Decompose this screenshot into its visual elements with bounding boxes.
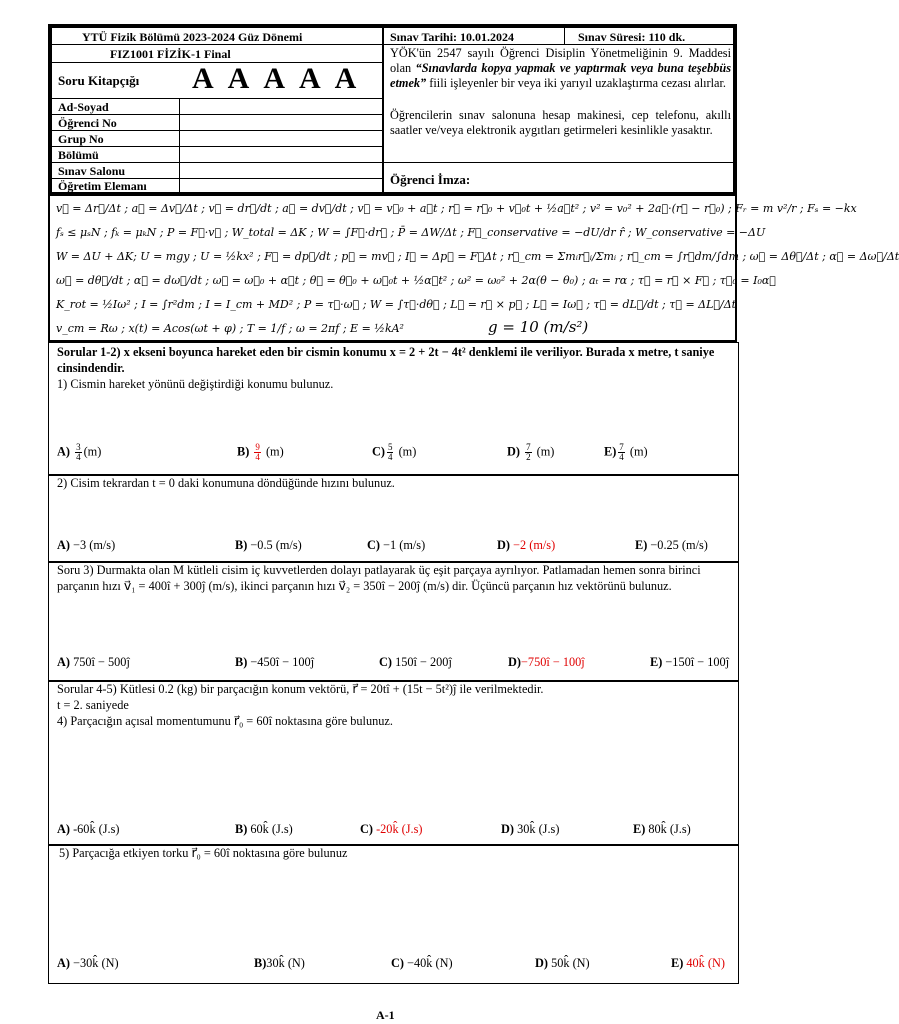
formula-line-4: ω⃗ = dθ⃗/dt ; α⃗ = dω⃗/dt ; ω⃗ = ω⃗₀ + α⃗t ; θ⃗ = θ⃗₀ + ω⃗₀t + ½α⃗t² ; ω² = ω₀² + 2α(θ − θ₀) ; aₜ = rα ; τ⃗ = r⃗ × F⃗ ; τ⃗₀ = I₀α⃗: [56, 274, 776, 287]
q5-option-a[interactable]: A) −30k̂ (N): [57, 956, 119, 970]
q1-option-e[interactable]: E) $\frac{7}{4}$ (m): [604, 442, 648, 462]
q4-option-b[interactable]: B) 60k̂ (J.s): [235, 822, 293, 836]
booklet-label: Soru Kitapçığı: [58, 73, 140, 88]
formula-line-3: W = ΔU + ΔK; U = mgy ; U = ½kx² ; F⃗ = dp⃗/dt ; p⃗ = mv⃗ ; I⃗ = Δp⃗ = F⃗Δt ; r⃗_cm = Σmᵢr⃗ᵢ/Σmᵢ ; r⃗_cm = ∫r⃗dm/∫dm ; ω⃗ = Δθ⃗/Δt ; α⃗ = Δω⃗/Δt: [56, 250, 899, 263]
field-room-label: Sınav Salonu: [58, 164, 126, 178]
q1-option-c[interactable]: C) $\frac{5}{4}$ (m): [372, 442, 417, 462]
exam-duration: Sınav Süresi: 110 dk.: [578, 30, 686, 44]
field-department-label: Bölümü: [58, 148, 99, 162]
q2-option-e[interactable]: E) −0.25 (m/s): [635, 538, 708, 552]
question-4-stem: Sorular 4-5) Kütlesi 0.2 (kg) bir parçacığın konum vektörü, r⃗ = 20tî + (15t − 5t²)ĵ ile verilmektedir.: [57, 682, 544, 696]
discipline-rule: YÖK'ün 2547 sayılı Öğrenci Disiplin Yönetmeliğinin 9. Maddesi olan “Sınavlarda kopya yapmak ve yaptırmak veya buna teşebbüs etmek” fiili işleyenler bir veya iki yarıyıl uzaklaştırma cezası alırlar.: [390, 46, 731, 91]
formula-line-2: fₛ ≤ μₛN ; fₖ = μₖN ; P = F⃗·v⃗ ; W_total = ΔK ; W = ∫F⃗·dr⃗ ; P̄ = ΔW/Δt ; F⃗_conservative = −dU/dr r̂ ; W_conservative = −ΔU: [56, 226, 766, 239]
q1-option-a[interactable]: A) $\frac{3}{4}$ (m): [57, 442, 102, 462]
q5-option-d[interactable]: D) 50k̂ (N): [535, 956, 590, 970]
formula-sheet: [48, 196, 899, 342]
q5-option-c[interactable]: C) −40k̂ (N): [391, 956, 453, 970]
q2-option-b[interactable]: B) −0.5 (m/s): [235, 538, 302, 552]
q4-option-c[interactable]: C) -20k̂ (J.s): [360, 822, 423, 836]
q3-option-d[interactable]: D)−750î − 100ĵ: [508, 655, 585, 669]
field-student-no-label: Öğrenci No: [58, 116, 117, 130]
page-number: A-1: [376, 1008, 395, 1022]
question-2-prompt: 2) Cisim tekrardan t = 0 daki konumuna döndüğünde hızını bulunuz.: [57, 476, 395, 490]
q4-option-a[interactable]: A) -60k̂ (J.s): [57, 822, 120, 836]
question-2: [48, 475, 739, 562]
q3-option-e[interactable]: E) −150î − 100ĵ: [650, 655, 730, 669]
question-3-prompt: Soru 3) Durmakta olan M kütleli cisim iç kuvvetlerden dolayı patlayarak üç eşit parçaya ayrılıyor. Patlamadan hemen sonra birinci parçanın hızı v⃗₁ = 400î + 300ĵ (m/s), ikinci parçanın hızı v⃗₂ = 350î − 200ĵ (m/s) dir. Üçüncü parçanın hız vektörünü bulunuz.: [57, 563, 701, 593]
question-1-prompt: 1) Cismin hareket yönünü değiştirdiği konumu bulunuz.: [57, 377, 334, 391]
q2-option-d[interactable]: D) −2 (m/s): [497, 538, 556, 552]
q4-option-e[interactable]: E) 80k̂ (J.s): [633, 822, 691, 836]
device-rule: Öğrencilerin sınav salonuna hesap makinesi, cep telefonu, akıllı saatler ve/veya elektronik aygıtları getirmeleri kesinlikle yasaktır.: [390, 108, 731, 138]
booklet-letters: AAAAA: [192, 62, 371, 95]
q2-option-c[interactable]: C) −1 (m/s): [367, 538, 426, 552]
q5-option-e[interactable]: E) 40k̂ (N): [671, 956, 725, 970]
question-1: [48, 342, 739, 475]
formula-line-5: K_rot = ½Iω² ; I = ∫r²dm ; I = I_cm + MD² ; P = τ⃗·ω⃗ ; W = ∫τ⃗·dθ⃗ ; L⃗ = r⃗ × p⃗ ; L⃗ = Iω⃗ ; τ⃗ = dL⃗/dt ; τ⃗ = ΔL⃗/Δt: [56, 298, 737, 311]
exam-date: Sınav Tarihi: 10.01.2024: [390, 30, 515, 44]
q3-option-b[interactable]: B) −450î − 100ĵ: [235, 655, 315, 669]
q4-option-d[interactable]: D) 30k̂ (J.s): [501, 822, 560, 836]
q3-option-c[interactable]: C) 150î − 200ĵ: [379, 655, 452, 669]
question-4: [48, 681, 739, 845]
q2-option-a[interactable]: A) −3 (m/s): [57, 538, 116, 552]
field-name-label: Ad-Soyad: [58, 100, 109, 114]
formula-line-1: v⃗ = Δr⃗/Δt ; a⃗ = Δv⃗/Δt ; v⃗ = dr⃗/dt ; a⃗ = dv⃗/dt ; v⃗ = v⃗₀ + a⃗t ; r⃗ = r⃗₀ + v⃗₀t + ½a⃗t² ; v² = v₀² + 2a⃗·(r⃗ − r⃗₀) ; Fᵣ = m v²/r ; Fₛ = −kx: [56, 202, 857, 215]
field-instructor-label: Öğretim Elemanı: [58, 179, 147, 193]
q3-option-a[interactable]: A) 750î − 500ĵ: [57, 655, 130, 669]
question-5-prompt: 5) Parçacığa etkiyen torku r⃗₀ = 60î noktasına göre bulunuz: [59, 846, 348, 860]
signature-label: Öğrenci İmza:: [390, 172, 471, 187]
question-4-prompt: 4) Parçacığın açısal momentumunu r⃗₀ = 60î noktasına göre bulunuz.: [57, 714, 393, 728]
course-line: FIZ1001 FİZİK-1 Final: [110, 47, 231, 61]
exam-header: [48, 24, 737, 196]
question-1-stem: Sorular 1-2) x ekseni boyunca hareket eden bir cismin konumu x = 2 + 2t − 4t² denklemi ile veriliyor. Burada x metre, t saniye cinsindendir.: [57, 345, 715, 375]
q5-option-b[interactable]: B)30k̂ (N): [254, 956, 305, 970]
q1-option-d[interactable]: D) $\frac{7}{2}$ (m): [507, 442, 555, 462]
question-5: [48, 845, 739, 984]
formula-line-6: v_cm = Rω ; x(t) = Acos(ωt + φ) ; T = 1/f ; ω = 2πf ; E = ½kA²: [56, 322, 404, 335]
q1-option-b[interactable]: B) $\frac{9}{4}$ (m): [237, 442, 284, 462]
gravity-constant: g = 10 (m/s²): [488, 318, 589, 336]
question-4-time: t = 2. saniyede: [57, 698, 129, 712]
field-group-label: Grup No: [58, 132, 104, 146]
question-3: [48, 562, 739, 681]
dept-line: YTÜ Fizik Bölümü 2023-2024 Güz Dönemi: [82, 30, 303, 44]
